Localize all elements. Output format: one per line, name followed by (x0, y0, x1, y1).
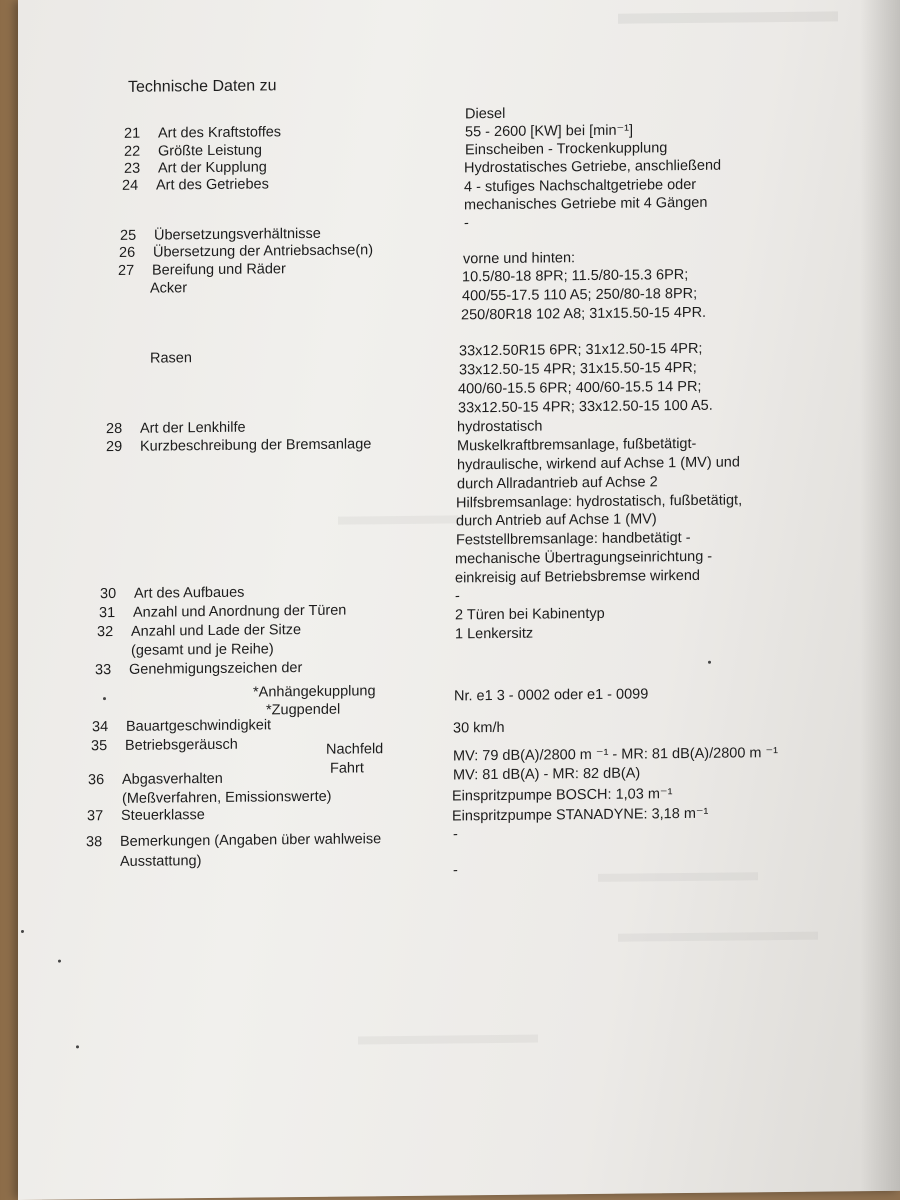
document-sheet (18, 0, 900, 1200)
row-number: 21 (124, 125, 141, 142)
row-number: 38 (86, 834, 103, 851)
row-38-sub (120, 852, 201, 871)
value-line: Muskelkraftbremsanlage, fußbetätigt- (457, 435, 697, 455)
row-number: 31 (99, 604, 116, 622)
value-line: Einspritzpumpe BOSCH: 1,03 m⁻¹ (452, 786, 673, 805)
value-line: Hilfsbremsanlage: hydrostatisch, fußbetätigt, (456, 492, 743, 512)
document-title: Technische Daten zu (128, 77, 277, 96)
row-label: Art des Getriebes (156, 176, 269, 194)
row-number: 25 (120, 227, 137, 244)
paper-speck (103, 697, 106, 700)
row-31 (99, 602, 346, 623)
row-35-nachfeld (326, 740, 383, 759)
value-line: mechanisches Getriebe mit 4 Gängen (464, 194, 708, 214)
row-label: Rasen (150, 350, 192, 367)
row-label: Anzahl und Lade der Sitze (131, 622, 302, 640)
row-acker (150, 279, 187, 297)
row-rasen (150, 349, 192, 367)
row-37 (87, 806, 205, 825)
row-24 (122, 175, 269, 195)
paper-speck (58, 960, 61, 963)
row-label: Übersetzungsverhältnisse (154, 225, 321, 244)
row-number: 37 (87, 808, 104, 825)
row-number: 26 (119, 244, 136, 261)
row-label: Genehmigungszeichen der (129, 660, 303, 678)
row-number: 34 (92, 719, 109, 736)
value-line: einkreisig auf Betriebsbremse wirkend (455, 567, 700, 587)
row-29 (106, 435, 371, 456)
row-number: 36 (88, 772, 105, 789)
value-line: Einspritzpumpe STANADYNE: 3,18 m⁻¹ (452, 805, 709, 825)
value-line: - (453, 826, 458, 843)
row-number: 30 (100, 585, 117, 603)
value-line: MV: 81 dB(A) - MR: 82 dB(A) (453, 765, 641, 784)
row-36-sub (122, 788, 332, 808)
row-38 (86, 830, 381, 851)
value-line: 33x12.50R15 6PR; 31x12.50-15 4PR; (459, 340, 703, 360)
paper-speck (21, 930, 24, 933)
value-line: Diesel (465, 105, 506, 123)
row-label: Art des Kraftstoffes (158, 124, 282, 142)
value-line: 250/80R18 102 A8; 31x15.50-15 4PR. (461, 304, 707, 324)
row-label: (Meßverfahren, Emissionswerte) (122, 788, 332, 807)
row-label: Art der Lenkhilfe (140, 419, 246, 437)
value-line: vorne und hinten: (463, 250, 576, 268)
row-number: 32 (97, 624, 114, 641)
show-through-mark (598, 872, 758, 882)
value-line: Hydrostatisches Getriebe, anschließend (464, 157, 722, 177)
row-label: Kurzbeschreibung der Bremsanlage (140, 436, 372, 455)
value-line: Feststellbremsanlage: handbetätigt - (456, 529, 691, 549)
value-line: - (453, 862, 458, 879)
row-28 (106, 419, 246, 438)
row-number: 29 (106, 438, 123, 456)
value-line: - (455, 588, 460, 605)
row-label: Acker (150, 280, 188, 297)
row-35 (91, 736, 238, 756)
show-through-mark (358, 1035, 538, 1045)
value-line: 10.5/80-18 8PR; 11.5/80-15.3 6PR; (462, 266, 689, 286)
value-line: 400/55-17.5 110 A5; 250/80-18 8PR; (462, 285, 698, 305)
row-label: Übersetzung der Antriebsachse(n) (153, 242, 374, 261)
row-label: Fahrt (330, 760, 364, 777)
value-line: hydrostatisch (457, 418, 543, 436)
value-line: 30 km/h (453, 719, 505, 737)
row-label: Nachfeld (326, 741, 384, 758)
value-line: durch Antrieb auf Achse 1 (MV) (456, 511, 657, 530)
row-number: 28 (106, 420, 123, 438)
row-32-sub (131, 640, 274, 659)
row-33-zugpendel (266, 701, 340, 720)
row-33 (95, 659, 302, 679)
show-through-mark (618, 11, 838, 23)
row-number: 24 (122, 177, 139, 194)
row-27 (118, 260, 286, 280)
row-36 (88, 770, 223, 789)
row-number: 35 (91, 738, 108, 755)
show-through-mark (618, 932, 818, 942)
value-line: MV: 79 dB(A)/2800 m ⁻¹ - MR: 81 dB(A)/2800 m ⁻¹ (453, 745, 779, 765)
row-label: Abgasverhalten (122, 770, 223, 788)
value-line: hydraulische, wirkend auf Achse 1 (MV) und (457, 454, 740, 474)
row-number: 27 (118, 262, 135, 279)
value-line: 55 - 2600 [KW] bei [min⁻¹] (465, 122, 634, 141)
value-line: 1 Lenkersitz (455, 625, 534, 643)
row-number: 23 (124, 160, 141, 177)
value-line: mechanische Übertragungseinrichtung - (455, 548, 713, 568)
row-label: Bauartgeschwindigkeit (126, 717, 272, 735)
row-26 (119, 241, 373, 262)
sheet-edge-shadow (860, 0, 900, 1191)
row-32 (97, 621, 301, 641)
row-label: Betriebsgeräusch (125, 736, 238, 754)
row-33-anhaengekupplung (253, 682, 376, 701)
paper-speck (76, 1045, 79, 1048)
value-line: durch Allradantrieb auf Achse 2 (457, 474, 658, 493)
row-number: 33 (95, 662, 112, 679)
value-line: Einscheiben - Trockenkupplung (465, 140, 668, 159)
row-label: Art der Kupplung (158, 159, 267, 177)
value-line: 33x12.50-15 4PR; 31x15.50-15 4PR; (459, 359, 697, 379)
value-line: 400/60-15.5 6PR; 400/60-15.5 14 PR; (458, 378, 702, 398)
row-label: *Zugpendel (266, 701, 341, 719)
value-line: 33x12.50-15 4PR; 33x12.50-15 100 A5. (458, 397, 713, 417)
row-label: Bereifung und Räder (152, 261, 286, 279)
show-through-mark (338, 515, 458, 524)
row-label: Anzahl und Anordnung der Türen (133, 602, 347, 621)
row-21 (124, 123, 281, 143)
value-line: 2 Türen bei Kabinentyp (455, 605, 605, 624)
paper-speck (708, 661, 711, 664)
row-30 (100, 584, 244, 604)
row-label: Steuerklasse (121, 807, 205, 824)
row-label: Art des Aufbaues (134, 584, 245, 602)
value-line: Nr. e1 3 - 0002 oder e1 - 0099 (454, 686, 649, 705)
row-35-fahrt (330, 759, 364, 777)
value-line: 4 - stufiges Nachschaltgetriebe oder (464, 176, 697, 196)
row-number: 22 (124, 143, 141, 160)
row-label: *Anhängekupplung (253, 683, 376, 701)
row-34 (92, 716, 271, 736)
row-label: (gesamt und je Reihe) (131, 641, 274, 659)
row-label: Bemerkungen (Angaben über wahlweise (120, 831, 382, 850)
value-line: - (464, 215, 469, 232)
row-label: Ausstattung) (120, 853, 202, 870)
row-label: Größte Leistung (158, 142, 262, 160)
